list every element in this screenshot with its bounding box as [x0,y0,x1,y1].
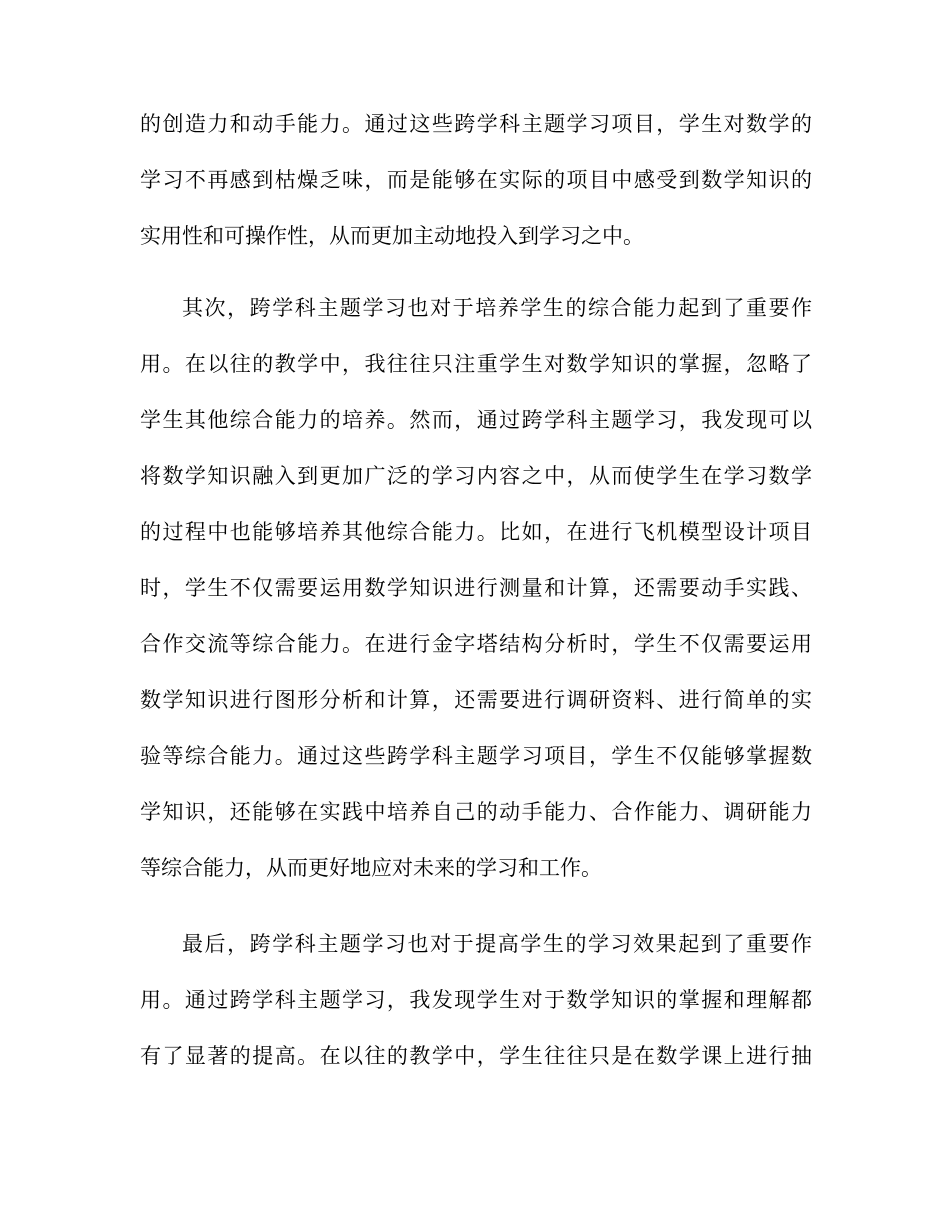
paragraph-line: 数学知识进行图形分析和计算，还需要进行调研资料、进行简单的实 [140,688,812,712]
paragraph-line: 合作交流等综合能力。在进行金字塔结构分析时，学生不仅需要运用 [140,632,812,656]
paragraph-line: 实用性和可操作性，从而更加主动地投入到学习之中。 [140,224,644,248]
paragraph-line: 的过程中也能够培养其他综合能力。比如，在进行飞机模型设计项目 [140,520,812,544]
paragraph-line: 学生其他综合能力的培养。然而，通过跨学科主题学习，我发现可以 [140,408,812,432]
paragraph-line: 有了显著的提高。在以往的教学中，学生往往只是在数学课上进行抽 [140,1044,812,1068]
paragraph-line: 验等综合能力。通过这些跨学科主题学习项目，学生不仅能够掌握数 [140,744,812,768]
paragraph-line: 学知识，还能够在实践中培养自己的动手能力、合作能力、调研能力 [140,800,812,824]
paragraph-line: 的创造力和动手能力。通过这些跨学科主题学习项目，学生对数学的 [140,112,812,136]
paragraph-line: 学习不再感到枯燥乏味，而是能够在实际的项目中感受到数学知识的 [140,168,812,192]
paragraph-line: 用。在以往的教学中，我往往只注重学生对数学知识的掌握，忽略了 [140,352,812,376]
paragraph-line: 等综合能力，从而更好地应对未来的学习和工作。 [140,856,602,880]
paragraph-line: 时，学生不仅需要运用数学知识进行测量和计算，还需要动手实践、 [140,576,812,600]
paragraph-line: 将数学知识融入到更加广泛的学习内容之中，从而使学生在学习数学 [140,464,812,488]
paragraph-line: 其次，跨学科主题学习也对于培养学生的综合能力起到了重要作 [182,296,812,320]
paragraph-line: 最后，跨学科主题学习也对于提高学生的学习效果起到了重要作 [182,932,812,956]
paragraph-line: 用。通过跨学科主题学习，我发现学生对于数学知识的掌握和理解都 [140,988,812,1012]
